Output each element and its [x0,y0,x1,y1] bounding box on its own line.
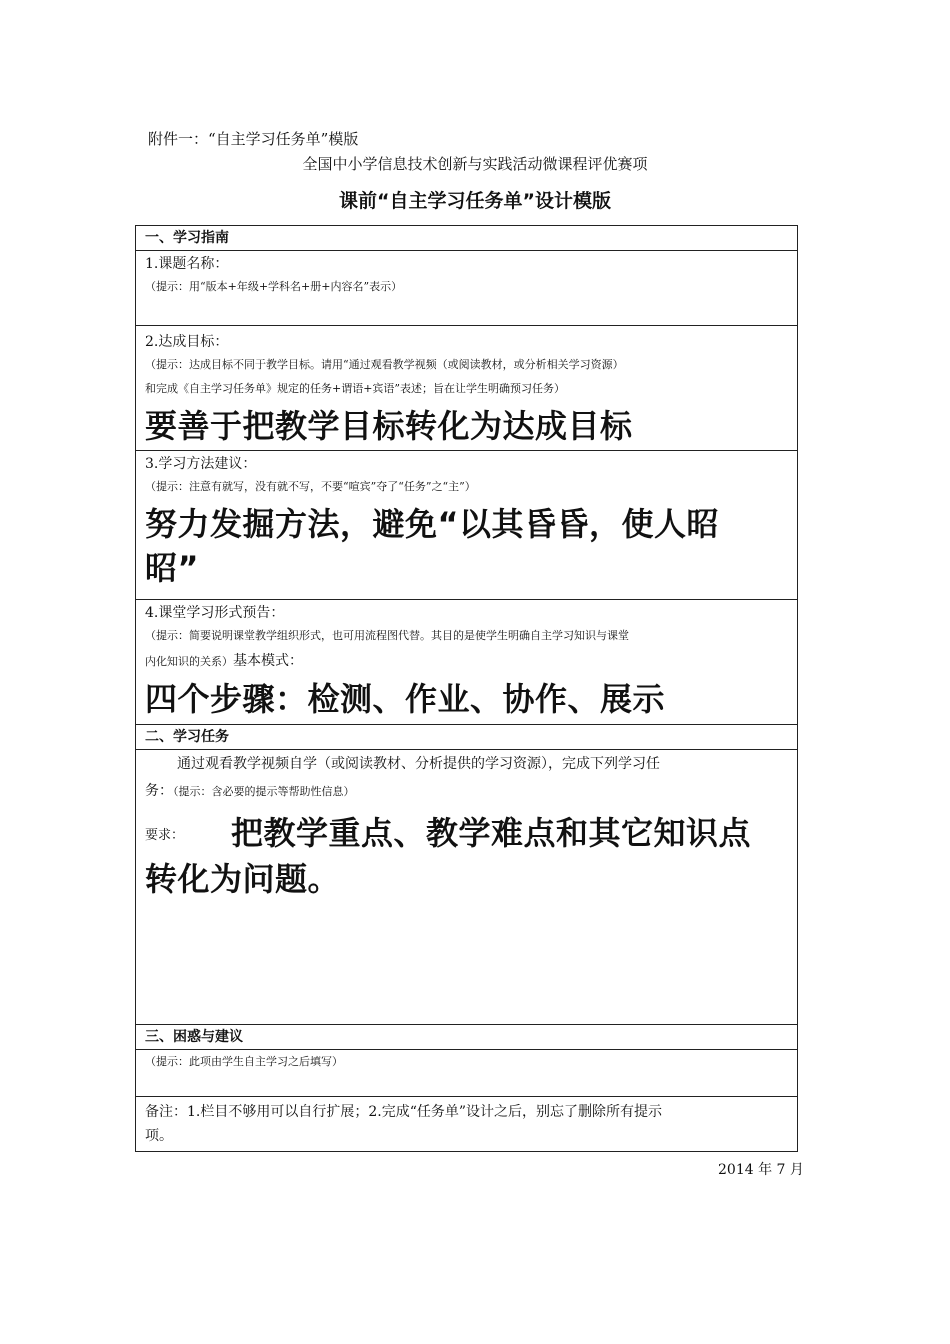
class-format-cell[interactable] [136,600,798,725]
section-heading-questions: 三、困惑与建议 [136,1025,798,1050]
section-heading-learning-tasks: 二、学习任务 [136,725,798,750]
goal-hint-line2: 和完成《自主学习任务单》规定的任务+谓语+宾语”表述；旨在让学生明确预习任务） [145,382,566,395]
requirement-emphasis-line2: 转化为问题。 [145,860,341,898]
note-line1: 备注：1.栏目不够用可以自行扩展；2.完成“任务单”设计之后，别忘了删除所有提示 [145,1104,663,1120]
method-cell[interactable] [136,451,798,600]
document-date: 2014 年 7 月 [718,1162,804,1178]
page-title: 课前“自主学习任务单”设计模版 [339,190,611,212]
note-cell [136,1097,798,1152]
class-format-hint-line1: （提示：简要说明课堂教学组织形式，也可用流程图代替。其目的是使学生明确自主学习知识与课堂 [145,629,629,642]
task-line2-prefix: 务： [145,783,173,799]
section-heading-study-guide: 一、学习指南 [136,226,798,251]
goal-emphasis: 要善于把教学目标转化为达成目标 [145,407,633,445]
class-format-hint-line2: 内化知识的关系） [145,655,233,668]
task-sheet-table [135,225,798,1152]
goal-hint-line1: （提示：达成目标不同于教学目标。请用“通过观看教学视频（或阅读教材，或分析相关学习资源） [145,358,624,371]
goal-cell[interactable] [136,326,798,451]
method-label: 3.学习方法建议： [145,456,257,472]
course-title-label: 1.课题名称： [145,256,229,272]
task-hint: （提示：含必要的提示等帮助性信息） [173,785,355,798]
questions-cell[interactable] [136,1050,798,1097]
method-hint: （提示：注意有就写，没有就不写，不要“喧宾”夺了“任务”之“主”） [145,480,476,493]
task-cell[interactable] [136,750,798,1025]
contest-subtitle: 全国中小学信息技术创新与实践活动微课程评优赛项 [302,155,648,173]
course-title-cell[interactable] [136,251,798,326]
course-title-hint: （提示：用“版本+年级+学科名+册+内容名”表示） [145,280,403,293]
questions-hint: （提示：此项由学生自主学习之后填写） [145,1055,343,1068]
class-format-emphasis: 四个步骤：检测、作业、协作、展示 [145,680,666,718]
requirement-label: 要求： [145,827,185,843]
task-line1: 通过观看教学视频自学（或阅读教材、分析提供的学习资源），完成下列学习任 [177,756,660,772]
goal-label: 2.达成目标： [145,334,229,350]
class-format-label: 4.课堂学习形式预告： [145,605,285,621]
basic-mode-label: 基本模式： [233,653,303,669]
note-line2: 项。 [145,1128,173,1144]
requirement-emphasis-line1: 把教学重点、教学难点和其它知识点 [231,814,752,852]
method-emphasis-line1: 努力发掘方法，避免“以其昏昏，使人昭 [145,505,720,543]
method-emphasis-line2: 昭” [145,549,200,587]
attachment-label: 附件一：“自主学习任务单”模版 [148,130,359,148]
